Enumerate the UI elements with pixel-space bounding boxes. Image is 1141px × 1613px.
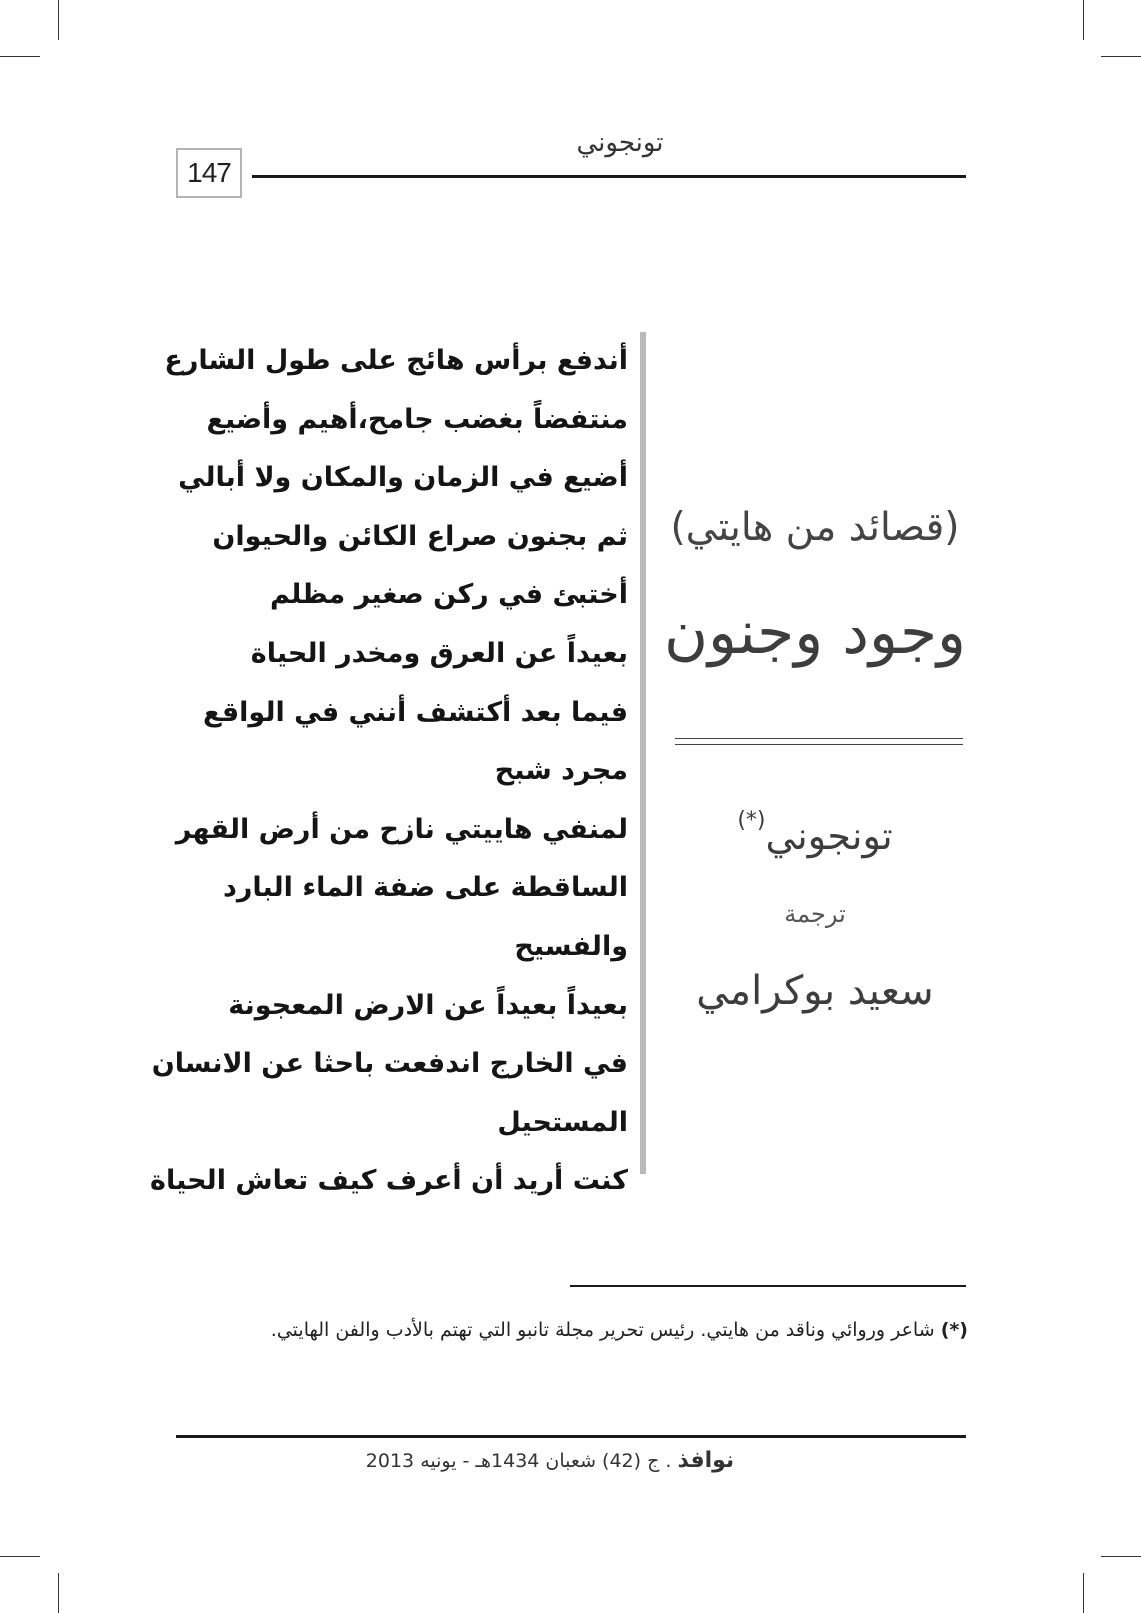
author-text: تونجوني — [765, 814, 893, 858]
poem-line: الساقطة على ضفة الماء البارد — [222, 872, 628, 904]
issue-info: . ج (42) شعبان 1434هـ - يونيه 2013 — [365, 1450, 672, 1472]
poem-line: والفسيح — [514, 930, 628, 962]
poem-line: أندفع برأس هائج على طول الشارع — [164, 345, 628, 376]
footnote-rule — [570, 1285, 966, 1287]
poem-line: ثم بجنون صراع الكائن والحيوان — [212, 520, 628, 552]
crop-mark — [1101, 56, 1141, 57]
crop-mark — [1083, 1573, 1084, 1613]
poem-line: مجرد شبح — [494, 755, 628, 787]
poem-line: أختبئ في ركن صغير مظلم — [269, 579, 628, 611]
journal-footer — [300, 1448, 800, 1473]
poem-line: منتفضاً بغضب جامح،أهيم وأضيع — [206, 403, 628, 435]
crop-mark — [1101, 1556, 1141, 1557]
crop-mark — [0, 1556, 40, 1557]
crop-mark — [1083, 0, 1084, 40]
footnote — [172, 1310, 968, 1350]
poem-title: وجود وجنون — [663, 598, 967, 668]
title-double-rule — [675, 738, 963, 745]
author-footnote-mark: (*) — [737, 808, 766, 833]
crop-mark — [0, 56, 40, 57]
footer-rule — [176, 1435, 966, 1438]
poem-line: كنت أريد أن أعرف كيف تعاش الحياة — [150, 1165, 628, 1197]
footnote-text: شاعر وروائي وناقد من هايتي. رئيس تحرير مجلة تانبو التي تهتم بالأدب والفن الهايتي. — [270, 1319, 935, 1341]
journal-name: نوافذ — [677, 1448, 735, 1473]
header-rule — [252, 175, 966, 178]
translation-label: ترجمة — [784, 900, 846, 928]
poem-line: المستحيل — [497, 1106, 628, 1138]
poem-line: لمنفي هاييتي نازح من أرض القهر — [175, 813, 628, 845]
poem-line: في الخارج اندفعت باحثا عن الانسان — [151, 1048, 628, 1080]
poem-line: بعيداً عن العرق ومخدر الحياة — [250, 637, 628, 669]
crop-mark — [58, 1573, 59, 1613]
column-divider — [640, 332, 646, 1174]
running-head: تونجوني — [576, 128, 664, 158]
poem-subtitle: (قصائد من هايتي) — [670, 505, 960, 550]
poem-line: بعيداً بعيداً عن الارض المعجونة — [228, 989, 628, 1021]
poem-line: أضيع في الزمان والمكان ولا أبالي — [178, 462, 628, 494]
page-number: 147 — [176, 148, 242, 198]
poem-line: فيما بعد أكتشف أنني في الواقع — [203, 696, 628, 728]
crop-mark — [58, 0, 59, 40]
poem-body — [150, 332, 628, 1211]
translator-name: سعيد بوكرامي — [696, 968, 934, 1014]
footnote-mark: (*) — [940, 1319, 968, 1341]
author-name — [660, 808, 970, 858]
